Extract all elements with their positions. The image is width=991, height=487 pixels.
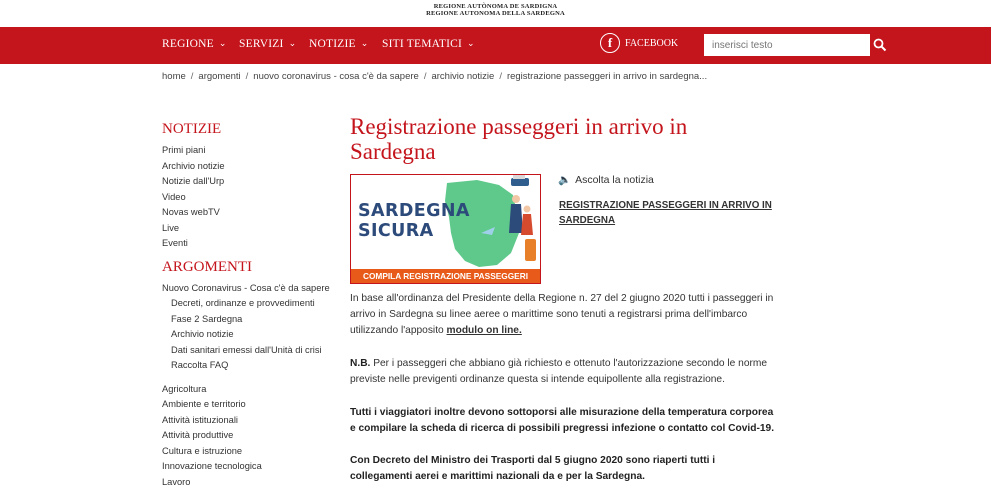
- search-icon: [873, 38, 887, 52]
- breadcrumb-separator: /: [245, 71, 249, 82]
- nav-regione[interactable]: [162, 38, 227, 50]
- nav-regione-label: REGIONE: [162, 38, 214, 50]
- sidebar-item-eventi[interactable]: Eventi: [162, 238, 188, 248]
- sidebar-item-notizie-urp[interactable]: Notizie dall'Urp: [162, 176, 225, 186]
- nav-siti-tematici[interactable]: [382, 38, 475, 50]
- paragraph-2-text: Per i passeggeri che abbiano già richiesto e ottenuto l'autorizzazione secondo le norme previste nelle previgenti ordinanze questa si intende equipollente alla registrazione.: [350, 358, 768, 385]
- main-navbar: [0, 27, 991, 64]
- breadcrumb: [162, 71, 707, 82]
- chevron-down-icon: ⌄: [360, 38, 369, 48]
- breadcrumb-separator: /: [190, 71, 194, 82]
- sidebar-item-live[interactable]: Live: [162, 223, 180, 233]
- nb-label: N.B.: [350, 358, 371, 369]
- article-paragraph-3: Tutti i viaggiatori inoltre devono sottoporsi alle misurazione della temperatura corporea e compilare la scheda di ricerca di possibili pregressi infezione o contatto col Covid-19.: [350, 407, 775, 434]
- sidebar-item-attivita-istituzionali[interactable]: Attività istituzionali: [162, 415, 238, 425]
- article-paragraph-4: Con Decreto del Ministro dei Trasporti dal 5 giugno 2020 sono riaperti tutti i collegamenti aerei e marittimi nazionali da e per la Sardegna.: [350, 455, 716, 482]
- article-paragraph-2: [350, 356, 780, 388]
- banner-title-line2: SICURA: [358, 221, 434, 241]
- sardegna-sicura-banner[interactable]: [350, 174, 541, 284]
- breadcrumb-current: registrazione passeggeri in arrivo in sardegna...: [506, 71, 708, 82]
- sidebar-item-novas-webtv[interactable]: Novas webTV: [162, 207, 220, 217]
- sidebar-heading-argomenti[interactable]: ARGOMENTI: [162, 259, 252, 275]
- breadcrumb-argomenti[interactable]: argomenti: [198, 71, 241, 82]
- breadcrumb-separator: /: [499, 71, 502, 82]
- article-title: Registrazione passeggeri in arrivo in Sardegna: [350, 114, 688, 164]
- nav-servizi[interactable]: [239, 38, 296, 50]
- listen-label: Ascolta la notizia: [575, 174, 654, 186]
- sidebar-item-coronavirus[interactable]: Nuovo Coronavirus - Cosa c'è da sapere: [162, 283, 330, 293]
- sidebar-item-agricoltura[interactable]: Agricoltura: [162, 384, 207, 394]
- breadcrumb-home[interactable]: home: [162, 71, 186, 82]
- nav-siti-tematici-label: SITI TEMATICI: [382, 38, 463, 50]
- breadcrumb-archivio[interactable]: archivio notizie: [431, 71, 495, 82]
- sidebar-item-lavoro[interactable]: Lavoro: [162, 477, 191, 487]
- search-button[interactable]: [873, 38, 889, 54]
- banner-cta: COMPILA REGISTRAZIONE PASSEGGERI: [351, 269, 540, 283]
- chevron-down-icon: ⌄: [467, 38, 475, 48]
- region-logo[interactable]: [0, 0, 991, 27]
- sidebar-subitem-dati-sanitari[interactable]: Dati sanitari emessi dall'Unità di crisi: [171, 345, 322, 355]
- sidebar-subitem-fase2[interactable]: Fase 2 Sardegna: [171, 314, 243, 324]
- article-paragraph-1: [350, 291, 780, 339]
- nav-servizi-label: SERVIZI: [239, 38, 284, 50]
- sidebar-item-cultura[interactable]: Cultura e istruzione: [162, 446, 243, 456]
- banner-title-line1: SARDEGNA: [358, 201, 470, 221]
- chevron-down-icon: ⌄: [288, 38, 297, 48]
- chevron-down-icon: ⌄: [218, 38, 227, 48]
- sidebar-item-video[interactable]: Video: [162, 192, 186, 202]
- breadcrumb-coronavirus[interactable]: nuovo coronavirus - cosa c'è da sapere: [253, 71, 419, 82]
- sidebar-subitem-archivio[interactable]: Archivio notizie: [171, 329, 234, 339]
- sidebar-subitem-decreti[interactable]: Decreti, ordinanze e provvedimenti: [171, 298, 315, 308]
- listen-button[interactable]: [558, 173, 654, 186]
- registration-link[interactable]: REGISTRAZIONE PASSEGGERI IN ARRIVO IN SARDEGNA: [559, 200, 772, 226]
- sidebar-item-ambiente[interactable]: Ambiente e territorio: [162, 399, 246, 409]
- paragraph-1-text: In base all'ordinanza del Presidente della Regione n. 27 del 2 giugno 2020 tutti i passeggeri in arrivo in Sardegna su linee aeree o marittime sono tenuti a registrarsi prima dell'imbarco utilizzando l'apposito: [350, 293, 774, 336]
- logo-line-2: REGIONE AUTONOMA DELLA SARDEGNA: [426, 10, 565, 17]
- sidebar-heading-notizie[interactable]: NOTIZIE: [162, 121, 222, 137]
- facebook-icon: f: [600, 33, 620, 53]
- logo-line-1: REGIONE AUTÒNOMA DE SARDIGNA: [433, 3, 558, 10]
- speaker-icon: 🔈: [558, 174, 572, 186]
- sidebar-item-archivio-notizie[interactable]: Archivio notizie: [162, 161, 225, 171]
- sidebar-item-primi-piani[interactable]: Primi piani: [162, 145, 206, 155]
- sidebar-subitem-faq[interactable]: Raccolta FAQ: [171, 360, 229, 370]
- nav-notizie-label: NOTIZIE: [309, 38, 356, 50]
- breadcrumb-separator: /: [423, 71, 427, 82]
- search-input[interactable]: [704, 34, 870, 56]
- nav-notizie[interactable]: [309, 38, 369, 50]
- facebook-label: FACEBOOK: [625, 38, 679, 49]
- sidebar-item-attivita-produttive[interactable]: Attività produttive: [162, 430, 234, 440]
- sidebar-item-innovazione[interactable]: Innovazione tecnologica: [162, 461, 262, 471]
- modulo-online-link[interactable]: modulo on line.: [446, 325, 522, 336]
